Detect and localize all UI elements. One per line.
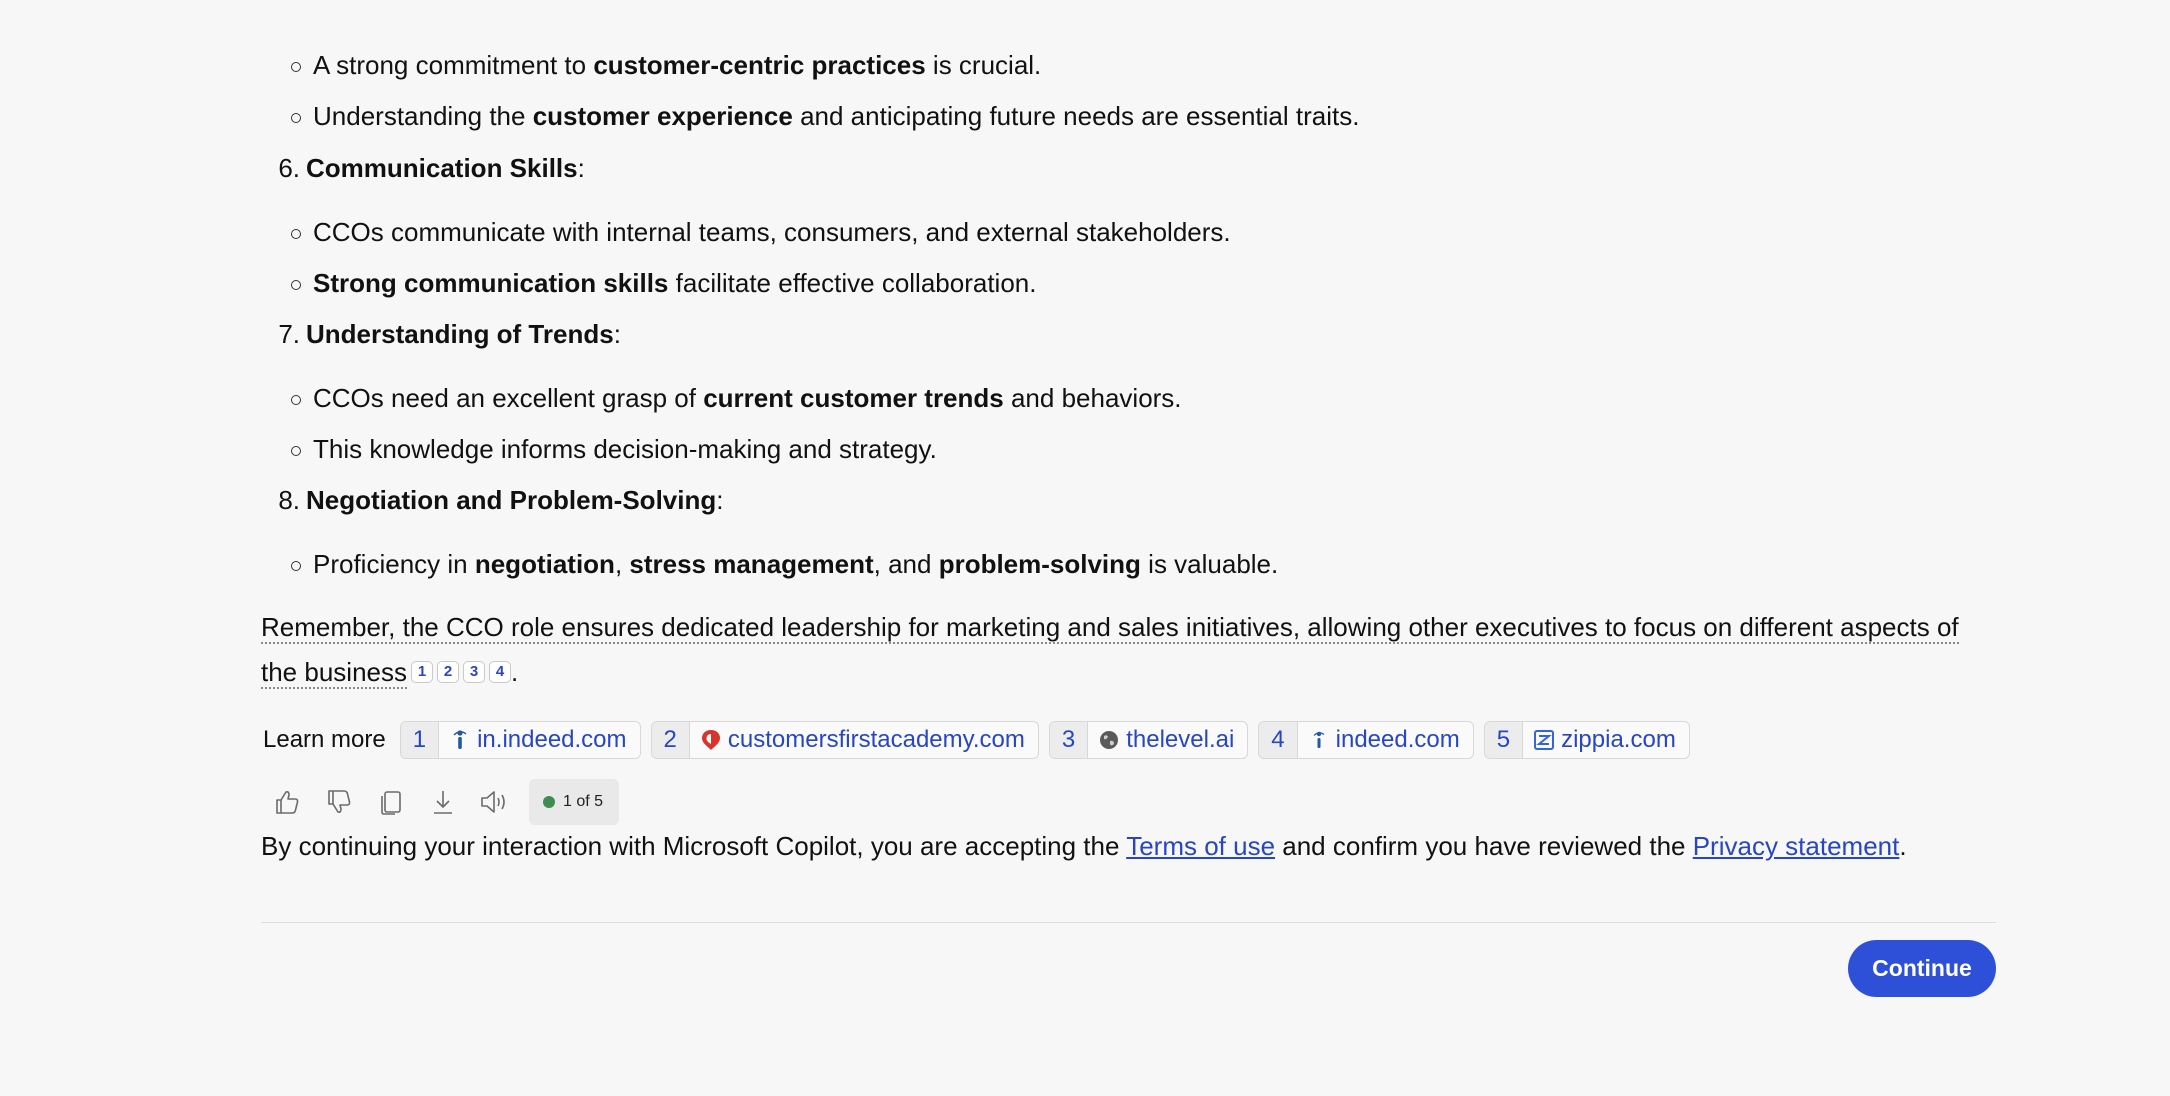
terms-of-use-link[interactable]: Terms of use bbox=[1126, 831, 1276, 861]
response-actions bbox=[271, 779, 619, 825]
indeed-icon bbox=[1308, 729, 1330, 751]
thumbs-down-icon[interactable] bbox=[323, 786, 355, 818]
source-domain: thelevel.ai bbox=[1126, 726, 1235, 753]
citation-2[interactable]: 2 bbox=[437, 661, 459, 683]
item-text: , bbox=[614, 549, 630, 579]
heading-text: Negotiation and Problem-Solving bbox=[306, 485, 717, 515]
source-domain: customersfirstacademy.com bbox=[727, 726, 1025, 753]
source-number: 1 bbox=[401, 722, 439, 758]
list-item bbox=[313, 215, 1231, 249]
item-bold-text: current customer trends bbox=[703, 383, 1004, 413]
speaker-icon[interactable] bbox=[479, 786, 511, 818]
item-text: A strong commitment to bbox=[313, 50, 594, 80]
item-text: and anticipating future needs are essential traits. bbox=[792, 101, 1360, 131]
continue-button[interactable]: Continue bbox=[1848, 940, 1996, 997]
source-domain: indeed.com bbox=[1335, 726, 1460, 753]
source-chip-2[interactable] bbox=[651, 721, 1039, 759]
privacy-statement-link[interactable]: Privacy statement bbox=[1692, 831, 1900, 861]
item-bold-text: negotiation bbox=[474, 549, 615, 579]
numbered-heading-negotiation bbox=[261, 483, 723, 517]
divider bbox=[261, 922, 1996, 923]
item-text: and behaviors. bbox=[1003, 383, 1182, 413]
item-text: is crucial. bbox=[925, 50, 1042, 80]
list-item bbox=[313, 266, 1036, 300]
terms-text: and confirm you have reviewed the bbox=[1275, 831, 1693, 861]
status-dot bbox=[543, 796, 555, 808]
list-item bbox=[313, 432, 937, 466]
citation-4[interactable]: 4 bbox=[489, 661, 511, 683]
terms-end-period: . bbox=[1899, 831, 1907, 861]
item-text: Understanding the bbox=[313, 101, 533, 131]
source-chip-1[interactable] bbox=[400, 721, 641, 759]
source-number: 4 bbox=[1259, 722, 1297, 758]
terms-notice bbox=[261, 829, 1907, 863]
page-indicator-text: 1 of 5 bbox=[563, 793, 604, 810]
numbered-heading-trends bbox=[261, 317, 621, 351]
source-chip-4[interactable] bbox=[1258, 721, 1473, 759]
item-bold-text: problem-solving bbox=[938, 549, 1141, 579]
source-domain: zippia.com bbox=[1561, 726, 1676, 753]
item-bold-text: customer-centric practices bbox=[593, 50, 926, 80]
item-text: , and bbox=[873, 549, 939, 579]
thumbs-up-icon[interactable] bbox=[271, 786, 303, 818]
summary-text[interactable]: Remember, the CCO role ensures dedicated leadership for marketing and sales initiatives, allowing other executives to focus on different aspects of the business bbox=[261, 612, 1959, 687]
heading-colon: : bbox=[613, 319, 621, 349]
learn-more-bar bbox=[261, 721, 1690, 759]
item-text: CCOs need an excellent grasp of bbox=[313, 383, 704, 413]
item-bold-text: stress management bbox=[629, 549, 874, 579]
source-number: 3 bbox=[1050, 722, 1088, 758]
item-bold-text: customer experience bbox=[532, 101, 793, 131]
summary-paragraph bbox=[261, 605, 1996, 695]
download-icon[interactable] bbox=[427, 786, 459, 818]
indeed-icon bbox=[449, 729, 471, 751]
terms-text: By continuing your interaction with Microsoft Copilot, you are accepting the bbox=[261, 831, 1127, 861]
copy-icon[interactable] bbox=[375, 786, 407, 818]
source-number: 2 bbox=[652, 722, 690, 758]
heading-text: Communication Skills bbox=[306, 153, 578, 183]
citation-3[interactable]: 3 bbox=[463, 661, 485, 683]
heading-colon: : bbox=[716, 485, 724, 515]
item-bold-text: Strong communication skills bbox=[313, 268, 669, 298]
list-number: 7. bbox=[278, 319, 300, 349]
citation-1[interactable]: 1 bbox=[411, 661, 433, 683]
list-item bbox=[313, 99, 1359, 133]
heading-colon: : bbox=[577, 153, 585, 183]
list-item bbox=[313, 547, 1278, 581]
heading-text: Understanding of Trends bbox=[306, 319, 614, 349]
numbered-heading-communication bbox=[261, 151, 585, 185]
item-text: Proficiency in bbox=[313, 549, 475, 579]
source-chip-3[interactable] bbox=[1049, 721, 1248, 759]
source-chip-5[interactable] bbox=[1484, 721, 1690, 759]
list-number: 6. bbox=[278, 153, 300, 183]
item-text: This knowledge informs decision-making and strategy. bbox=[313, 434, 937, 464]
list-item bbox=[313, 48, 1041, 82]
source-number: 5 bbox=[1485, 722, 1523, 758]
item-text: is valuable. bbox=[1140, 549, 1279, 579]
list-item bbox=[313, 381, 1182, 415]
item-text: CCOs communicate with internal teams, consumers, and external stakeholders. bbox=[313, 217, 1231, 247]
customersfirst-icon bbox=[700, 729, 722, 751]
learn-more-label: Learn more bbox=[263, 726, 386, 753]
response-page-indicator[interactable] bbox=[529, 779, 619, 825]
item-text: facilitate effective collaboration. bbox=[668, 268, 1037, 298]
zippia-icon bbox=[1533, 729, 1555, 751]
summary-end-period: . bbox=[510, 657, 519, 687]
globe-icon bbox=[1098, 729, 1120, 751]
source-domain: in.indeed.com bbox=[477, 726, 627, 753]
list-number: 8. bbox=[278, 485, 300, 515]
